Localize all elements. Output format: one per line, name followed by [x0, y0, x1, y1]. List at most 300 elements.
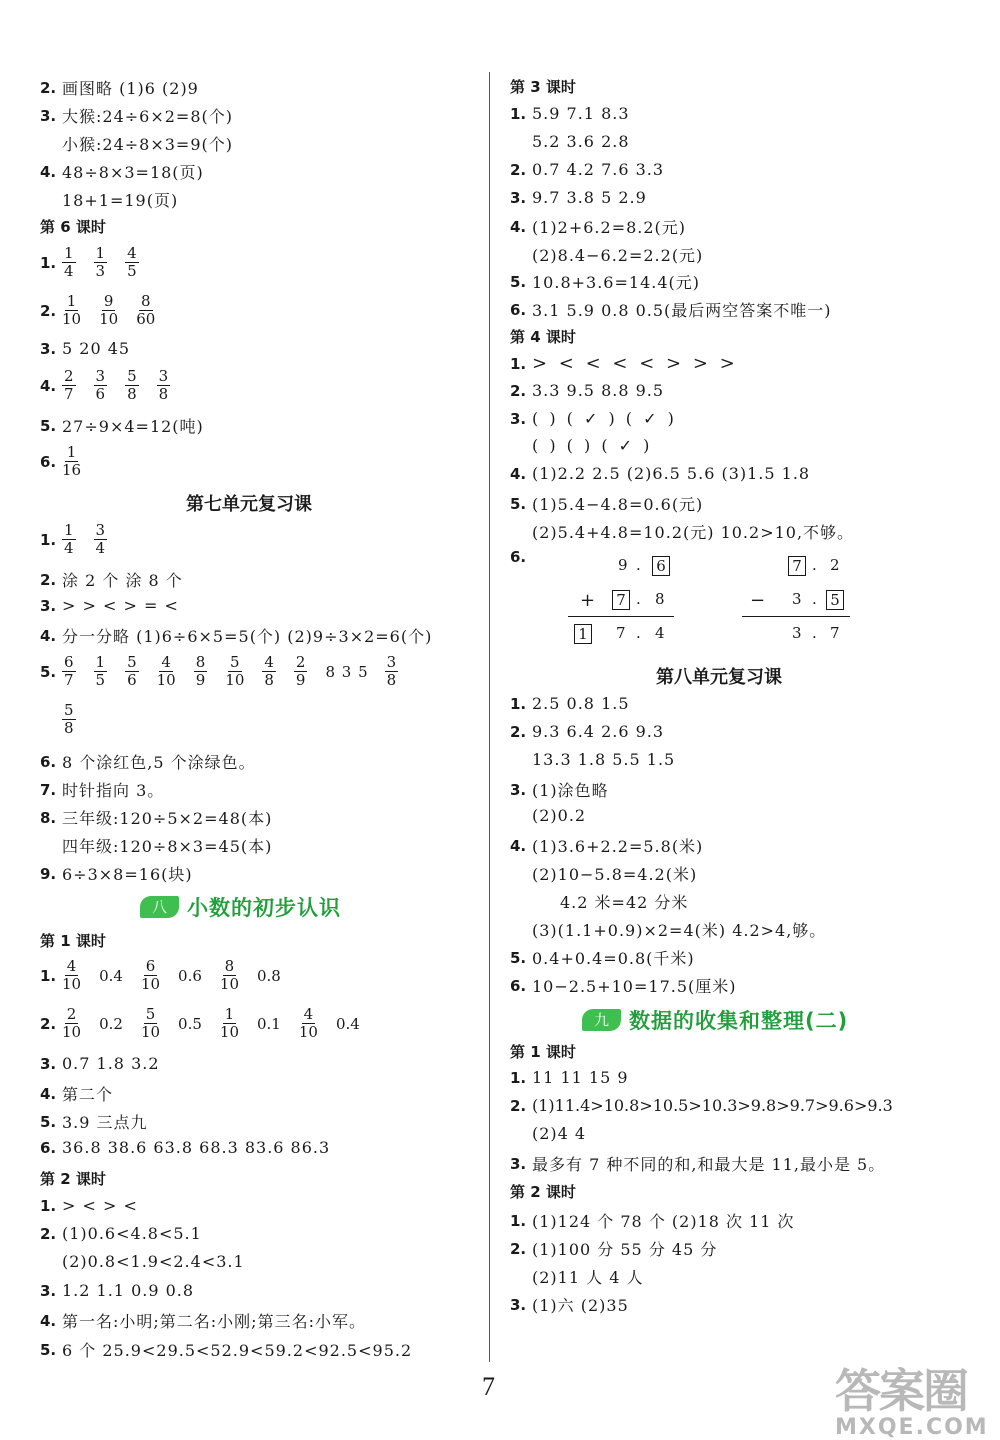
answer-line	[510, 298, 832, 321]
answer-text: 第二个	[62, 1085, 114, 1104]
page-number: 7	[482, 1372, 495, 1401]
answer-line	[40, 1054, 160, 1073]
lesson-heading: 第 1 课时	[40, 932, 106, 950]
item-number: 9.	[40, 864, 57, 883]
item-number: 1.	[510, 694, 527, 713]
item-number: 6.	[40, 452, 57, 471]
numerator: 8	[140, 292, 151, 310]
answer-text: 3.3 9.5 8.8 9.5	[532, 381, 665, 400]
watermark-site: MXQE.COM	[835, 1415, 989, 1440]
item-number: 2.	[40, 570, 57, 589]
digit: 3	[792, 624, 802, 642]
answer-text: 10−2.5+10=17.5(厘米)	[532, 977, 737, 996]
digit: 3	[792, 590, 802, 608]
answer-text: (1)2.2 2.5 (2)6.5 5.6 (3)1.5 1.8	[532, 464, 811, 483]
fraction	[62, 245, 76, 280]
answer-line	[510, 492, 703, 515]
item-number: 8.	[40, 808, 57, 827]
fraction	[262, 654, 276, 689]
answer-text: 5 20 45	[62, 339, 131, 358]
unit-heading	[140, 892, 341, 922]
answer-line	[510, 381, 664, 400]
lesson-heading: 第 1 课时	[510, 1043, 576, 1061]
answer-text: 最多有 7 种不同的和,和最大是 11,最小是 5。	[532, 1155, 886, 1174]
fraction	[94, 654, 108, 689]
numerator: 1	[66, 292, 77, 310]
answer-text: 第一名:小明;第二名:小刚;第三名:小军。	[62, 1312, 366, 1331]
answer-text: > < > <	[62, 1196, 138, 1215]
item-number: 2.	[510, 722, 527, 741]
numerator: 3	[95, 367, 106, 385]
answer-line	[510, 104, 630, 123]
answer-line	[510, 520, 854, 543]
answer-line	[510, 918, 826, 941]
item-number: 2.	[40, 1224, 57, 1243]
answer-line	[40, 339, 130, 358]
answer-line	[510, 750, 675, 769]
answer-line	[510, 1237, 717, 1260]
item-number: 1.	[40, 1196, 57, 1215]
answer-line	[510, 722, 664, 741]
numerator: 3	[95, 521, 106, 539]
answer-line	[510, 1209, 795, 1232]
item-number: 2.	[510, 381, 527, 400]
denominator: 7	[64, 385, 74, 403]
answer-text: 13.3 1.8 5.5 1.5	[532, 750, 676, 769]
fraction	[385, 654, 399, 689]
fraction	[194, 654, 208, 689]
answer-line	[510, 974, 737, 997]
answer-text: 9.3 6.4 2.6 9.3	[532, 722, 665, 741]
answer-text: ( ) ( ) ( ✓ )	[532, 436, 653, 455]
answer-text: 大猴:24÷6×2=8(个)	[62, 107, 233, 126]
answer-text: 5.9 7.1 8.3	[532, 104, 630, 123]
numerator: 1	[224, 1005, 235, 1023]
fraction-decimal-group	[62, 958, 299, 993]
review-heading: 第七单元复习课	[186, 494, 312, 515]
answer-text: (2)10−5.8=4.2(米)	[532, 865, 698, 884]
lesson-heading: 第 4 课时	[510, 328, 576, 346]
answer-text: 涂 2 个 涂 8 个	[62, 571, 183, 590]
fraction	[299, 1006, 318, 1041]
decimal-value: 0.8	[257, 966, 281, 985]
answer-line	[40, 1281, 194, 1300]
answer-text: 1.2 1.1 0.9 0.8	[62, 1281, 195, 1300]
answer-line	[40, 1252, 245, 1271]
fraction	[94, 368, 108, 403]
lesson-heading: 第 3 课时	[510, 78, 576, 96]
denominator: 10	[62, 975, 82, 993]
answer-line	[510, 946, 695, 969]
answer-line	[40, 834, 272, 857]
item-number: 3.	[510, 1154, 527, 1173]
answer-line	[510, 778, 609, 801]
item-number: 4.	[40, 376, 57, 395]
item-number: 4.	[40, 162, 57, 181]
answer-line	[40, 188, 178, 211]
item-number: 6.	[510, 300, 527, 319]
answer-line	[40, 414, 204, 437]
answer-box: 5	[826, 590, 844, 610]
denominator: 6	[95, 385, 106, 403]
answer-text: (2)0.8<1.9<2.4<3.1	[62, 1252, 245, 1271]
answer-text: 6÷3×8=16(块)	[62, 865, 193, 884]
item-number: 1.	[510, 354, 527, 373]
answer-line	[40, 750, 256, 773]
denominator: 3	[95, 262, 106, 280]
item-number: 2.	[510, 1096, 527, 1115]
item-number: 5.	[40, 662, 57, 681]
item-number: 5.	[510, 494, 527, 513]
item-number: 4.	[40, 1311, 57, 1330]
answer-line	[510, 1293, 629, 1316]
answer-line	[40, 132, 233, 155]
answer-text: (1)3.6+2.2=5.8(米)	[532, 837, 704, 856]
answer-line	[510, 215, 686, 238]
answer-line	[40, 76, 199, 99]
fraction	[62, 444, 81, 479]
numerator: 2	[64, 367, 74, 385]
answer-line	[510, 1096, 893, 1115]
answer-text: 9.7 3.8 5 2.9	[532, 188, 647, 207]
numerator: 6	[145, 957, 156, 975]
numerator: 4	[66, 957, 77, 975]
answer-text: 3.1 5.9 0.8 0.5(最后两空答案不唯一)	[532, 301, 832, 320]
item-number: 3.	[510, 188, 527, 207]
watermark-text: 答案圈	[835, 1364, 967, 1418]
numerator: 4	[303, 1005, 314, 1023]
answer-text: (1)100 分 55 分 45 分	[532, 1240, 718, 1259]
fraction	[62, 293, 81, 328]
item-number: 6.	[40, 752, 57, 771]
difference-line	[742, 616, 850, 617]
item-number: 1.	[40, 253, 57, 272]
answer-text: 48÷8×3=18(页)	[62, 163, 204, 182]
review-heading: 第八单元复习课	[656, 667, 782, 688]
decimal-point: .	[636, 624, 641, 642]
denominator: 4	[95, 539, 106, 557]
answer-text: (1)0.6<4.8<5.1	[62, 1224, 202, 1243]
denominator: 10	[62, 1023, 82, 1041]
numerator: 4	[127, 244, 137, 262]
answer-text: 0.7 4.2 7.6 3.3	[532, 160, 665, 179]
answer-line	[510, 436, 652, 455]
numerator: 8	[224, 957, 235, 975]
answer-text: (3)(1.1+0.9)×2=4(米) 4.2>4,够。	[532, 921, 827, 940]
item-number: 5.	[40, 1340, 57, 1359]
answer-text: 36.8 38.6 63.8 68.3 83.6 86.3	[62, 1138, 331, 1157]
fraction	[125, 368, 139, 403]
fraction	[225, 654, 244, 689]
numerator: 4	[264, 653, 274, 671]
answer-line	[40, 444, 99, 479]
answer-text: 4.2 米=42 分米	[560, 893, 689, 912]
unit-badge: 八	[140, 896, 179, 918]
answer-text: > < < < < > > >	[532, 353, 738, 374]
answer-text: 18+1=19(页)	[62, 191, 179, 210]
answer-text: (1)涂色略	[532, 781, 609, 800]
item-number: 4.	[510, 217, 527, 236]
answer-box: 1	[574, 624, 592, 644]
item-number: 2.	[40, 1014, 57, 1033]
answer-text: 8 3 5	[325, 662, 369, 681]
operator: +	[580, 590, 596, 611]
answer-line	[40, 245, 157, 280]
denominator: 8	[264, 671, 274, 689]
answer-line	[40, 654, 416, 689]
fraction-group	[62, 245, 157, 280]
item-number: 1.	[510, 1211, 527, 1230]
answer-text: 8 个涂红色,5 个涂绿色。	[62, 753, 256, 772]
numerator: 4	[161, 653, 171, 671]
answer-text: (1)124 个 78 个 (2)18 次 11 次	[532, 1212, 795, 1231]
denominator: 10	[62, 310, 82, 328]
answer-text: 11 11 15 9	[532, 1068, 629, 1087]
decimal-value: 0.4	[99, 966, 123, 985]
item-number: 2.	[40, 301, 57, 320]
unit-title: 小数的初步认识	[187, 896, 342, 920]
answer-text: 画图略 (1)6 (2)9	[62, 79, 199, 98]
item-number: 6.	[40, 1138, 57, 1157]
answer-line	[510, 353, 738, 374]
fraction	[62, 368, 76, 403]
answer-line	[40, 160, 204, 183]
numerator: 1	[64, 521, 74, 539]
answer-line	[40, 624, 432, 647]
item-number: 2.	[40, 78, 57, 97]
denominator: 9	[195, 671, 206, 689]
denominator: 4	[64, 262, 74, 280]
decimal-value: 0.1	[257, 1014, 281, 1033]
fraction	[62, 522, 76, 557]
numerator: 1	[95, 653, 106, 671]
fraction	[62, 958, 81, 993]
numerator: 2	[66, 1005, 77, 1023]
item-number: 7.	[40, 780, 57, 799]
numerator: 9	[103, 292, 114, 310]
decimal-point: .	[636, 590, 641, 608]
answer-text: (1)六 (2)35	[532, 1296, 629, 1315]
item-number: 4.	[510, 836, 527, 855]
item-number: 6.	[510, 548, 527, 566]
answer-text: 分一分略 (1)6÷6×5=5(个) (2)9÷3×2=6(个)	[62, 627, 433, 646]
denominator: 8	[64, 719, 74, 737]
answer-line	[40, 1006, 378, 1041]
answer-line	[510, 1068, 629, 1087]
item-number: 3.	[510, 409, 527, 428]
fraction-group	[62, 522, 125, 557]
numerator: 6	[64, 653, 74, 671]
answer-line	[510, 188, 647, 207]
answer-text: (2)5.4+4.8=10.2(元) 10.2>10,不够。	[532, 523, 855, 542]
denominator: 7	[64, 671, 74, 689]
answer-text: 27÷9×4=12(吨)	[62, 417, 204, 436]
numerator: 5	[145, 1005, 156, 1023]
fraction-group	[62, 368, 188, 403]
denominator: 5	[95, 671, 106, 689]
decimal-value: 0.5	[178, 1014, 202, 1033]
answer-line	[40, 568, 183, 591]
item-number: 3.	[40, 106, 57, 125]
answer-line	[510, 548, 532, 566]
answer-text: 三年级:120÷5×2=48(本)	[62, 809, 273, 828]
digit: 2	[830, 556, 840, 574]
fraction	[125, 245, 139, 280]
answer-line	[510, 1152, 885, 1175]
answer-box: 7	[612, 590, 630, 610]
answer-box: 7	[788, 556, 806, 576]
answer-text: 0.4+0.4=0.8(千米)	[532, 949, 695, 968]
answer-line	[40, 806, 272, 829]
item-number: 6.	[510, 976, 527, 995]
fraction-decimal-group	[62, 1006, 378, 1041]
answer-line	[40, 862, 193, 885]
answer-text: (2)0.2	[532, 806, 587, 825]
answer-line	[40, 368, 188, 403]
item-number: 5.	[510, 948, 527, 967]
answer-line	[510, 834, 703, 857]
item-number: 5.	[510, 272, 527, 291]
answer-line	[510, 464, 810, 483]
answer-line	[40, 1082, 113, 1105]
fraction	[157, 368, 171, 403]
unit-title: 数据的收集和整理(二)	[629, 1009, 849, 1033]
item-number: 1.	[510, 1068, 527, 1087]
denominator: 6	[127, 671, 137, 689]
answer-box: 6	[652, 556, 670, 576]
denominator: 4	[64, 539, 74, 557]
digit: 9	[618, 556, 628, 574]
fraction	[136, 293, 155, 328]
answer-line	[40, 702, 94, 737]
item-number: 1.	[510, 104, 527, 123]
denominator: 10	[225, 671, 245, 689]
fraction	[125, 654, 139, 689]
answer-text: 小猴:24÷8×3=9(个)	[62, 135, 233, 154]
denominator: 10	[140, 975, 161, 993]
denominator: 10	[298, 1023, 318, 1041]
answer-line	[510, 1265, 643, 1288]
denominator: 10	[140, 1023, 161, 1041]
item-number: 3.	[510, 1295, 527, 1314]
answer-text: 0.7 1.8 3.2	[62, 1054, 160, 1073]
answer-line	[40, 1138, 330, 1157]
column-divider	[489, 72, 490, 1362]
answer-line	[40, 596, 179, 615]
digit: 7	[616, 624, 626, 642]
denominator: 10	[219, 1023, 239, 1041]
item-number: 5.	[40, 1112, 57, 1131]
item-number: 1.	[40, 530, 57, 549]
answer-line	[510, 270, 700, 293]
item-number: 1.	[40, 966, 57, 985]
fraction	[220, 958, 239, 993]
numerator: 2	[295, 653, 306, 671]
denominator: 8	[127, 385, 137, 403]
denominator: 16	[62, 461, 82, 479]
answer-line	[40, 1196, 138, 1215]
answer-line	[510, 806, 586, 825]
answer-text: (1)2+6.2=8.2(元)	[532, 218, 687, 237]
sum-line	[568, 616, 674, 617]
denominator: 8	[386, 671, 397, 689]
answer-line	[40, 1338, 412, 1361]
numerator: 5	[127, 367, 137, 385]
item-number: 3.	[40, 596, 57, 615]
denominator: 9	[295, 671, 306, 689]
answer-line	[510, 243, 703, 266]
answer-text: 时针指向 3。	[62, 781, 165, 800]
item-number: 4.	[40, 1084, 57, 1103]
digit: 7	[830, 624, 840, 642]
answer-text: ( ) ( ✓ ) ( ✓ )	[532, 409, 677, 428]
answer-text: (2)11 人 4 人	[532, 1268, 644, 1287]
fraction	[94, 245, 108, 280]
answer-line	[40, 1110, 148, 1133]
item-number: 2.	[510, 160, 527, 179]
answer-text: 四年级:120÷8×3=45(本)	[62, 837, 273, 856]
answer-text: > > < > = <	[62, 596, 179, 615]
fraction-group	[62, 293, 173, 328]
fraction-group	[62, 654, 325, 689]
fraction-group	[62, 444, 99, 479]
unit-heading	[582, 1005, 848, 1035]
numerator: 3	[386, 653, 397, 671]
item-number: 2.	[510, 1239, 527, 1258]
item-number: 3.	[40, 1054, 57, 1073]
answer-line	[510, 890, 688, 913]
watermark-logo	[835, 1355, 989, 1440]
answer-text: 3.9 三点九	[62, 1113, 148, 1132]
answer-text: (1)11.4>10.8>10.5>10.3>9.8>9.7>9.6>9.3	[532, 1096, 893, 1115]
denominator: 5	[127, 262, 137, 280]
answer-line	[40, 958, 299, 993]
unit-badge: 九	[582, 1009, 621, 1031]
fraction	[94, 522, 108, 557]
denominator: 8	[158, 385, 169, 403]
answer-line	[510, 1124, 586, 1143]
denominator: 10	[99, 310, 119, 328]
denominator: 10	[219, 975, 239, 993]
item-number: 3.	[40, 1281, 57, 1300]
answer-line	[510, 694, 630, 713]
fraction	[157, 654, 176, 689]
fraction	[141, 958, 160, 993]
decimal-point: .	[812, 590, 817, 608]
item-number: 3.	[510, 780, 527, 799]
fraction	[220, 1006, 239, 1041]
digit: 8	[655, 590, 665, 608]
fraction	[99, 293, 118, 328]
answer-text: (1)5.4−4.8=0.6(元)	[532, 495, 704, 514]
answer-text: 2.5 0.8 1.5	[532, 694, 630, 713]
answer-text: (2)4 4	[532, 1124, 587, 1143]
numerator: 1	[95, 244, 106, 262]
numerator: 8	[195, 653, 206, 671]
decimal-point: .	[812, 556, 817, 574]
operator: −	[750, 590, 766, 611]
lesson-heading: 第 2 课时	[510, 1183, 576, 1201]
answer-line	[510, 862, 697, 885]
numerator: 1	[66, 443, 77, 461]
answer-line	[40, 1224, 202, 1243]
lesson-heading: 第 2 课时	[40, 1170, 106, 1188]
fraction	[141, 1006, 160, 1041]
answer-line	[510, 409, 677, 428]
fraction	[62, 1006, 81, 1041]
decimal-value: 0.6	[178, 966, 202, 985]
answer-line	[40, 778, 164, 801]
